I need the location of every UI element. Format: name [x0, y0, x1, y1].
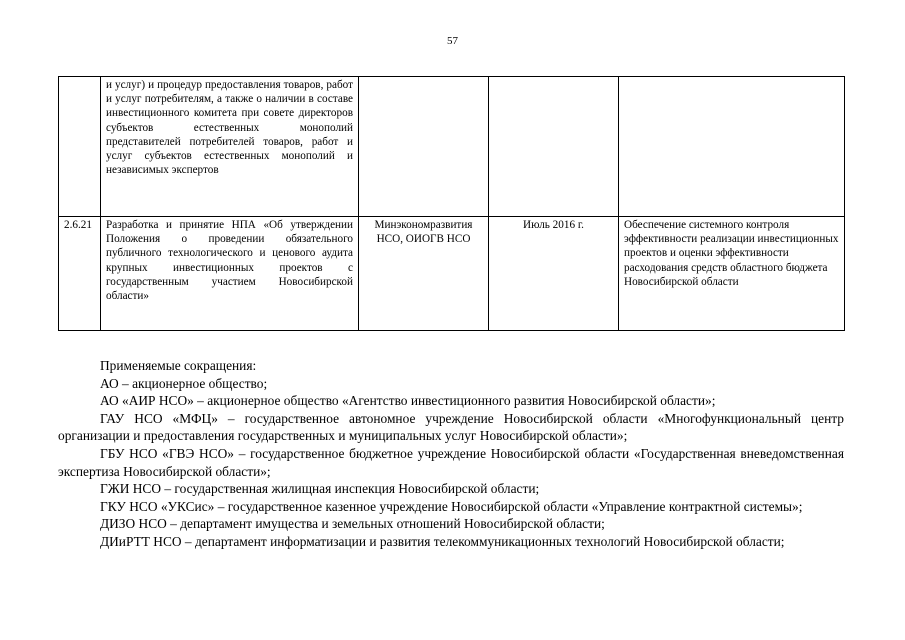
abbreviation-item: ГЖИ НСО – государственная жилищная инспекция Новосибирской области;: [100, 481, 540, 497]
responsible-cell: [359, 77, 489, 217]
abbreviation-item: ДИЗО НСО – департамент имущества и земельных отношений Новосибирской области;: [100, 516, 605, 532]
deadline-cell: [489, 77, 619, 217]
row-number: [59, 77, 101, 217]
abbreviation-item: ГАУ НСО «МФЦ» – государственное автономное учреждение Новосибирской области «Многофункциональный центр организации и предоставления государственных и муниципальных услуг Новосибирской области»;: [58, 410, 844, 444]
activity-cell: Разработка и принятие НПА «Об утверждении Положения о проведении обязательного публичного технологического и ценового аудита крупных инвестиционных проектов с государственным участием Новосибирской области»: [101, 217, 359, 331]
abbreviation-item: ГКУ НСО «УКСис» – государственное казенное учреждение Новосибирской области «Управление контрактной системы»;: [100, 498, 803, 514]
result-cell: Обеспечение системного контроля эффективности реализации инвестиционных проектов и оценки эффективности расходования средств областного бюджета Новосибирской области: [619, 217, 845, 331]
abbreviation-item: АО «АИР НСО» – акционерное общество «Агентство инвестиционного развития Новосибирской области»;: [100, 393, 716, 409]
abbreviation-item: АО – акционерное общество;: [100, 375, 268, 391]
table-row: [59, 217, 845, 331]
abbreviation-item: ДИиРТТ НСО – департамент информатизации и развития телекоммуникационных технологий Новосибирской области;: [100, 533, 785, 549]
plan-table: [58, 76, 845, 331]
table-row: [59, 77, 845, 217]
page-number: 57: [447, 35, 458, 47]
deadline-cell: Июль 2016 г.: [489, 217, 619, 331]
abbreviations-heading: Применяемые сокращения:: [100, 358, 257, 373]
row-number: 2.6.21: [59, 217, 101, 331]
responsible-cell: Минэкономразвития НСО, ОИОГВ НСО: [359, 217, 489, 331]
result-cell: [619, 77, 845, 217]
abbreviations-section: [58, 357, 844, 551]
activity-cell: и услуг) и процедур предоставления товаров, работ и услуг потребителям, а также о наличии в составе инвестиционного комитета при совете директоров субъектов естественных монополий представителей потребителей товаров, работ и услуг субъектов естественных монополий и независимых экспертов: [101, 77, 359, 217]
abbreviation-item: ГБУ НСО «ГВЭ НСО» – государственное бюджетное учреждение Новосибирской области «Государственная вневедомственная экспертиза Новосибирской области»;: [58, 445, 844, 479]
